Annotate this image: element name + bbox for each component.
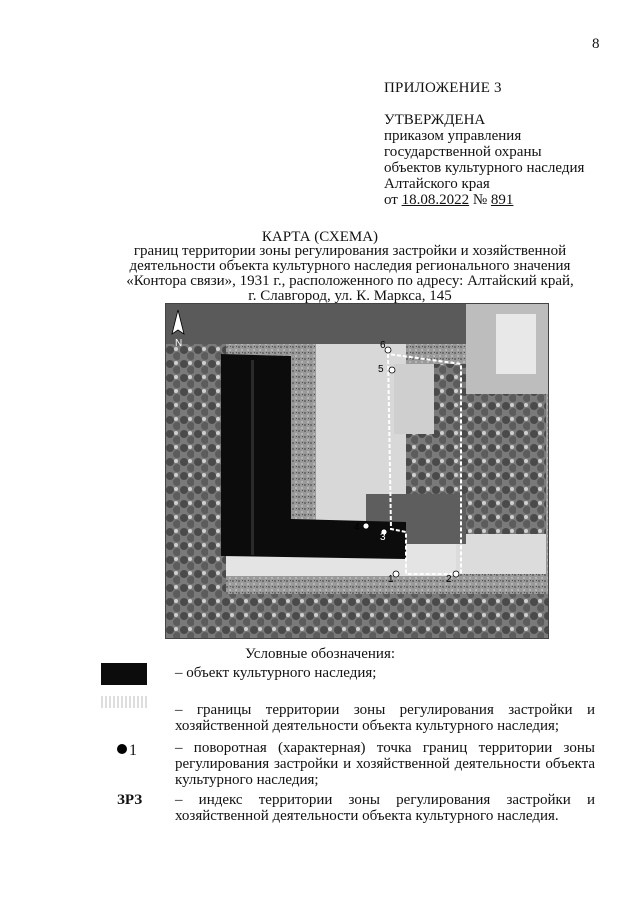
turning-point-6	[385, 347, 391, 353]
legend-line: – объект культурного наследия;	[175, 665, 377, 681]
annex-building	[394, 364, 434, 434]
point-label-2: 2	[446, 574, 452, 585]
legend-title: Условные обозначения:	[244, 646, 396, 662]
approval-block	[384, 112, 584, 208]
legend-line: хозяйственной деятельности объекта культурного наследия;	[175, 718, 560, 734]
aerial-map	[165, 303, 549, 639]
point-label-4: 4	[354, 522, 360, 533]
legend-line: – границы территории зоны регулирования застройки и	[175, 702, 595, 718]
turning-point-1	[393, 571, 399, 577]
point-label-6: 6	[380, 340, 386, 351]
legend-zrz-symbol: ЗРЗ	[117, 792, 143, 808]
subtitle-line: г. Славгород, ул. К. Маркса, 145	[248, 288, 452, 304]
legend-heritage-object-symbol	[101, 663, 147, 685]
legend-line: регулирования застройки и хозяйственной деятельности объекта	[175, 756, 595, 772]
tree-area	[166, 594, 549, 639]
point-label-3: 3	[380, 532, 386, 543]
legend-point-label: 1	[129, 742, 137, 759]
legend-line: – поворотная (характерная) точка границ территории зоны	[175, 740, 595, 756]
turning-point-2	[453, 571, 459, 577]
approval-heading: УТВЕРЖДЕНА	[384, 112, 486, 128]
legend-line: хозяйственной деятельности объекта культурного наследия.	[175, 808, 559, 824]
approval-number: 891	[490, 192, 514, 208]
approval-date-line	[384, 192, 584, 208]
appendix-label: ПРИЛОЖЕНИЕ 3	[384, 80, 502, 96]
legend-item-zone-index	[175, 792, 595, 824]
turning-point-4	[363, 523, 369, 529]
number-prefix: №	[469, 192, 491, 208]
aerial-map-svg	[166, 304, 549, 639]
tree-area	[166, 344, 226, 604]
legend-zone-boundary-symbol	[101, 696, 147, 708]
legend-line: культурного наследия;	[175, 772, 319, 788]
point-dot-icon	[117, 744, 127, 754]
neighbor-roof	[496, 314, 536, 374]
turning-point-5	[389, 367, 395, 373]
approval-line: приказом управления	[384, 128, 522, 144]
legend-line: – индекс территории зоны регулирования застройки и	[175, 792, 595, 808]
legend-item-turning-point	[175, 740, 595, 788]
map-title: КАРТА (СХЕМА)	[261, 229, 379, 245]
approval-line: Алтайского края	[384, 176, 490, 192]
approval-line: объектов культурного наследия	[384, 160, 585, 176]
page-number: 8	[592, 36, 600, 52]
legend-item-zone-boundary	[175, 702, 595, 734]
point-label-5: 5	[378, 364, 384, 375]
legend-point-symbol	[117, 742, 137, 760]
roof-ridge	[251, 360, 254, 555]
approval-date: 18.08.2022	[401, 192, 470, 208]
subtitle-line: «Контора связи», 1931 г., расположенного по адресу: Алтайский край,	[126, 273, 574, 289]
legend-item-heritage-object	[175, 665, 595, 681]
subtitle-line: границ территории зоны регулирования застройки и хозяйственной	[133, 243, 567, 259]
point-label-1: 1	[388, 574, 394, 585]
date-prefix: от	[384, 192, 402, 208]
approval-line: государственной охраны	[384, 144, 542, 160]
map-subtitle	[110, 244, 590, 304]
neighbor-building	[456, 534, 546, 574]
subtitle-line: деятельности объекта культурного наследия регионального значения	[129, 258, 571, 274]
north-label: N	[175, 338, 183, 349]
